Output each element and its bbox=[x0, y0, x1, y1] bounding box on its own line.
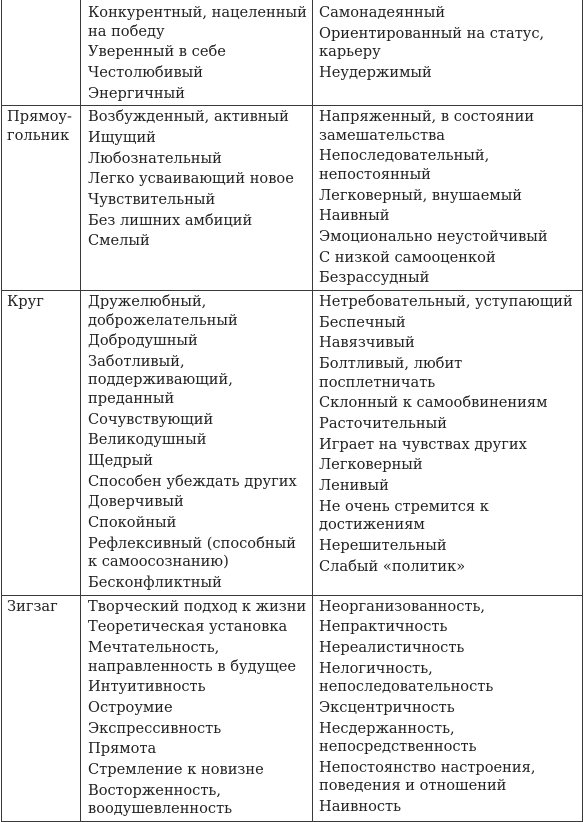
trait-item: Уверенный в себе bbox=[88, 43, 226, 61]
trait-item: Слабый «политик» bbox=[319, 557, 466, 575]
trait-item: Без лишних амбиций bbox=[88, 211, 253, 229]
trait-item: Энергичный bbox=[88, 84, 185, 102]
trait-item: Интуитивность bbox=[88, 678, 206, 696]
trait-item: Спокойный bbox=[88, 514, 177, 532]
trait-item: Восторженность, воодушевленность bbox=[88, 781, 233, 818]
trait-item: Стремление к новизне bbox=[88, 760, 264, 778]
table-row bbox=[2, 595, 583, 821]
trait-item: Заботливый, поддерживающий, преданный bbox=[88, 352, 233, 407]
trait-item: Возбужденный, активный bbox=[88, 108, 289, 126]
trait-item: Добродушный bbox=[88, 332, 198, 350]
trait-item: Расточительный bbox=[319, 415, 447, 432]
trait-item: Непостоянство настроения, поведения и отношений bbox=[319, 758, 536, 795]
trait-item: Чувствительный bbox=[88, 191, 216, 208]
trait-item: Любознательный bbox=[88, 149, 222, 167]
shape-name: Зигзаг bbox=[7, 597, 58, 615]
trait-item: Эксцентричность bbox=[319, 698, 455, 716]
trait-item: Болтливый, любит посплетничать bbox=[319, 355, 463, 391]
trait-item: Творческий подход к жизни bbox=[88, 597, 307, 615]
trait-item: Непоследовательный, непостоянный bbox=[319, 147, 490, 183]
trait-item: Непрактичность bbox=[319, 618, 448, 636]
trait-item: Остроумие bbox=[88, 698, 173, 716]
trait-item: Неорганизованность, bbox=[319, 597, 486, 615]
positive-traits-cell bbox=[81, 595, 313, 821]
shape-cell bbox=[2, 595, 81, 821]
trait-item: Нелогичность, непоследовательность bbox=[319, 659, 494, 696]
trait-item: Наивный bbox=[319, 207, 390, 225]
trait-item: Наивность bbox=[319, 797, 402, 815]
trait-item: Экспрессивность bbox=[88, 719, 222, 737]
trait-item: Самонадеянный bbox=[319, 4, 446, 21]
trait-item: Честолюбивый bbox=[88, 63, 203, 81]
positive-traits-cell bbox=[81, 106, 313, 291]
trait-item: Дружелюбный, доброжелательный bbox=[88, 293, 238, 329]
trait-item: Неудержимый bbox=[319, 63, 432, 81]
trait-item: Навязчивый bbox=[319, 334, 415, 352]
positive-traits-cell bbox=[81, 0, 313, 106]
trait-item: Ленивый bbox=[319, 477, 389, 495]
trait-item: Ориентированный на статус, карьеру bbox=[319, 24, 545, 61]
trait-item: Ищущий bbox=[88, 128, 156, 146]
trait-item: Щедрый bbox=[88, 452, 153, 469]
shape-name: Прямоу-гольник bbox=[7, 108, 72, 144]
trait-item: Несдержанность, непосредственность bbox=[319, 719, 477, 756]
trait-item: Бесконфликтный bbox=[88, 573, 222, 591]
trait-item: С низкой самооценкой bbox=[319, 248, 496, 266]
trait-item: Нерешительный bbox=[319, 536, 447, 554]
negative-traits-cell bbox=[313, 106, 583, 291]
trait-item: Напряженный, в состоянии замешательства bbox=[319, 108, 535, 144]
shape-cell bbox=[2, 106, 81, 291]
trait-item: Легко усваивающий новое bbox=[88, 170, 294, 188]
trait-item: Нетребовательный, уступающий bbox=[319, 293, 573, 311]
trait-item: Доверчивый bbox=[88, 493, 184, 511]
trait-item: Теоретическая установка bbox=[88, 618, 288, 636]
trait-item: Смелый bbox=[88, 232, 150, 250]
trait-item: Нереалистичность bbox=[319, 639, 465, 656]
trait-item: Прямота bbox=[88, 740, 157, 758]
trait-item: Не очень стремится к достижениям bbox=[319, 497, 489, 534]
table-row bbox=[2, 0, 583, 106]
trait-item: Великодушный bbox=[88, 431, 207, 449]
trait-item: Способен убеждать других bbox=[88, 472, 297, 490]
positive-traits-cell bbox=[81, 291, 313, 596]
table-row bbox=[2, 106, 583, 291]
trait-item: Эмоционально неустойчивый bbox=[319, 228, 548, 245]
trait-item: Играет на чувствах других bbox=[319, 435, 527, 453]
negative-traits-cell bbox=[313, 0, 583, 106]
trait-item: Легковерный, внушаемый bbox=[319, 186, 523, 204]
negative-traits-cell bbox=[313, 595, 583, 821]
trait-item: Сочувствующий bbox=[88, 410, 214, 428]
trait-item: Рефлексивный (способный к самоосознанию) bbox=[88, 534, 296, 571]
trait-item: Склонный к самообвинениям bbox=[319, 394, 548, 412]
negative-traits-cell bbox=[313, 291, 583, 596]
shape-name: Круг bbox=[7, 293, 44, 311]
trait-item: Беспечный bbox=[319, 313, 406, 331]
personality-traits-table bbox=[1, 0, 583, 822]
trait-item: Безрассудный bbox=[319, 269, 430, 287]
shape-cell bbox=[2, 291, 81, 596]
trait-item: Мечтательность, направленность в будущее bbox=[88, 639, 297, 675]
shape-cell bbox=[2, 0, 81, 106]
table-row bbox=[2, 291, 583, 596]
table-body bbox=[2, 0, 583, 821]
trait-item: Конкурентный, нацеленный на победу bbox=[88, 4, 307, 40]
trait-item: Легковерный bbox=[319, 456, 423, 474]
